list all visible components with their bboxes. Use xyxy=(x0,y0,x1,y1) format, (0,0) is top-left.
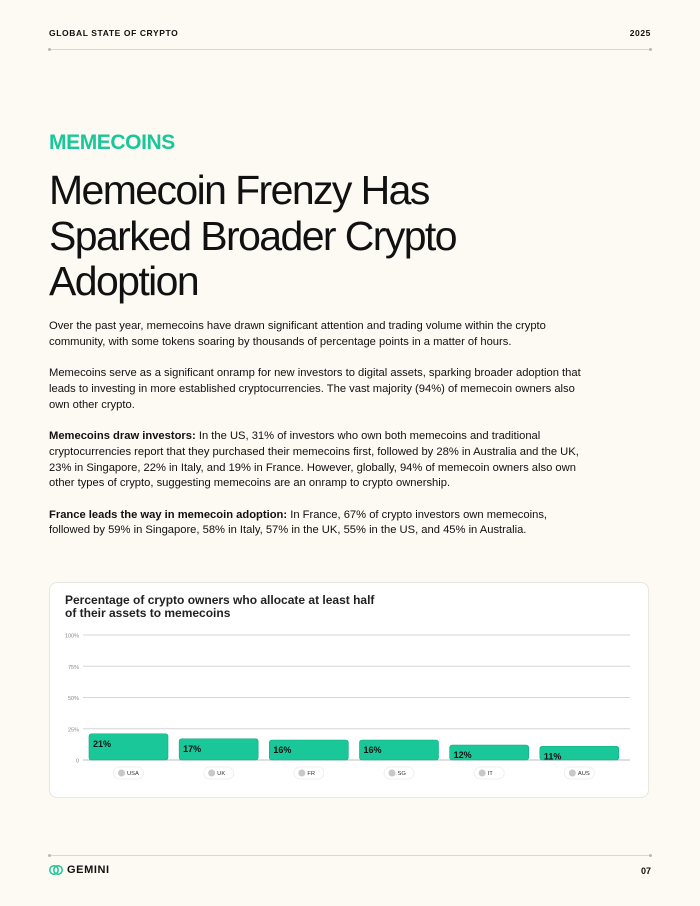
y-tick-label: 25% xyxy=(67,727,79,734)
data-label: 21% xyxy=(93,738,112,749)
footer-divider xyxy=(49,855,651,856)
x-tick-label: AUS xyxy=(577,771,590,778)
brand-name: GEMINI xyxy=(67,864,110,876)
body-text xyxy=(49,319,589,555)
chart-card xyxy=(49,582,649,798)
us-flag-icon xyxy=(118,770,125,777)
x-tick-label: IT xyxy=(487,771,493,778)
data-label: 17% xyxy=(183,743,202,754)
gemini-logo-icon xyxy=(49,864,63,876)
x-tick-label: UK xyxy=(217,771,226,778)
paragraph-draw-investors: Memecoins draw investors: In the US, 31% of investors who own both memecoins and traditional cryptocurrencies report that they purchased their memecoins first, followed by 28% in Australia and the UK, 23% in Singapore, 22% in Italy, and 19% in France. However, globally, 94% of memecoin owners also own other types of crypto, suggesting memecoins are an onramp to crypto ownership. xyxy=(49,429,579,490)
x-tick-label: SG xyxy=(397,771,406,778)
header-divider xyxy=(49,49,651,50)
page-number: 07 xyxy=(640,866,651,876)
report-year: 2025 xyxy=(629,28,651,38)
x-tick-label: USA xyxy=(127,771,139,778)
data-label: 11% xyxy=(543,751,562,762)
chart-title: Percentage of crypto owners who allocate at least half of their assets to memecoins xyxy=(65,593,375,620)
page-header xyxy=(49,28,651,38)
report-title: GLOBAL STATE OF CRYPTO xyxy=(49,28,179,38)
paragraph-france-leads: France leads the way in memecoin adoption: In France, 67% of crypto investors own memecoins, followed by 59% in Singapore, 58% in Italy, 57% in the UK, 55% in the US, and 45% in Australia. xyxy=(49,508,548,537)
gemini-logo xyxy=(49,864,110,876)
y-tick-label: 0 xyxy=(75,758,79,765)
bar-chart xyxy=(50,583,650,799)
paragraph-lead: Memecoins draw investors: xyxy=(49,429,196,442)
fr-flag-icon xyxy=(298,770,305,777)
sg-flag-icon xyxy=(389,770,396,777)
paragraph-lead: France leads the way in memecoin adoption: xyxy=(49,508,288,521)
y-tick-label: 100% xyxy=(64,633,79,640)
paragraph-intro: Over the past year, memecoins have drawn significant attention and trading volume within the crypto community, with some tokens soaring by thousands of percentage points in a matter of hours. xyxy=(49,320,546,348)
data-label: 16% xyxy=(363,745,382,755)
data-label: 12% xyxy=(453,750,472,760)
y-tick-label: 50% xyxy=(67,696,79,702)
data-label: 16% xyxy=(273,745,292,755)
x-tick-label: FR xyxy=(307,771,316,778)
it-flag-icon xyxy=(479,770,486,777)
page-headline: Memecoin Frenzy Has Sparked Broader Crypto Adoption xyxy=(49,167,456,304)
paragraph-onramp: Memecoins serve as a significant onramp for new investors to digital assets, sparking broader adoption that leads to investing in more established cryptocurrencies. The vast majority (94%) of memecoin owners also own other crypto. xyxy=(49,367,581,411)
au-flag-icon xyxy=(569,770,576,777)
uk-flag-icon xyxy=(208,770,215,777)
y-tick-label: 75% xyxy=(67,664,79,671)
section-tag: MEMECOINS xyxy=(49,131,175,154)
